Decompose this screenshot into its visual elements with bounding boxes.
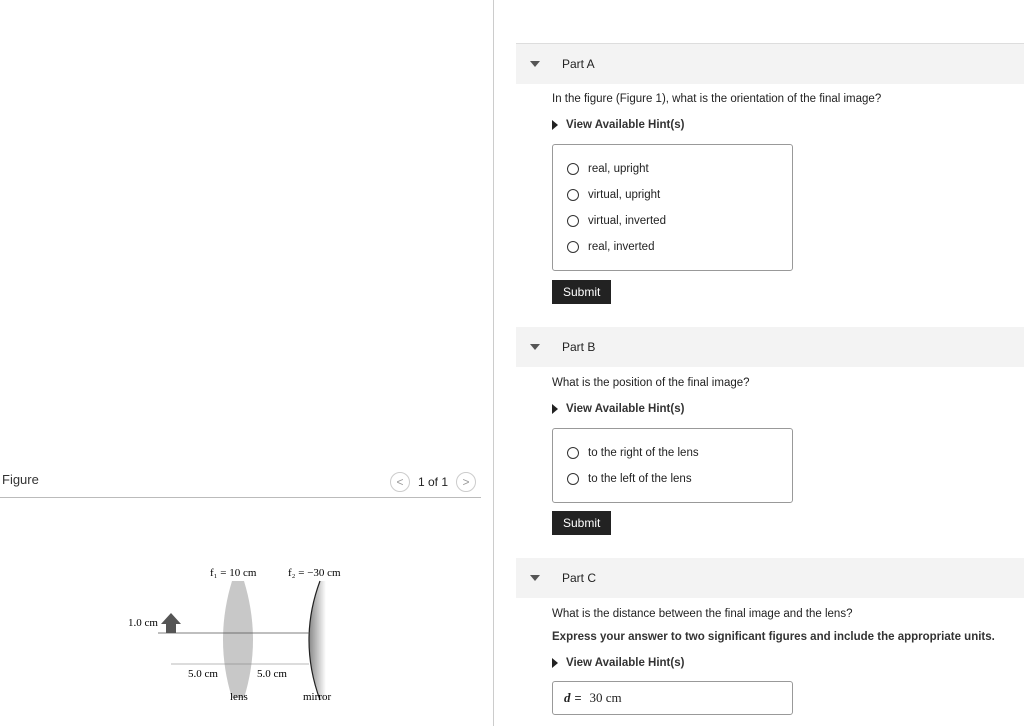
mirror-shape (309, 581, 326, 700)
panel-divider (493, 0, 494, 726)
part-a-submit-button[interactable]: Submit (552, 280, 611, 304)
option-left-of-lens[interactable] (553, 466, 792, 492)
figure-pager (390, 472, 476, 492)
expand-icon (552, 658, 558, 668)
part-b-hint-toggle[interactable] (552, 403, 684, 415)
part-c-title: Part C (562, 571, 597, 585)
prev-figure-button[interactable]: < (390, 472, 410, 492)
part-b-options (552, 428, 793, 503)
answer-value[interactable]: 30 cm (589, 690, 622, 705)
distance2-label: 5.0 cm (257, 668, 287, 680)
radio-icon[interactable] (567, 241, 579, 253)
part-c-header[interactable] (516, 558, 1024, 598)
radio-icon[interactable] (567, 163, 579, 175)
radio-icon[interactable] (567, 447, 579, 459)
collapse-icon (530, 575, 540, 581)
part-b-header[interactable] (516, 327, 1024, 367)
hint-label: View Available Hint(s) (566, 403, 685, 415)
part-a-options (552, 144, 793, 271)
part-a-header[interactable] (516, 44, 1024, 84)
part-b-title: Part B (562, 340, 596, 354)
option-label: real, upright (588, 163, 649, 175)
collapse-icon (530, 61, 540, 67)
equals-sign: = (574, 691, 582, 705)
option-right-of-lens[interactable] (553, 440, 792, 466)
part-b-submit-button[interactable]: Submit (552, 511, 611, 535)
part-c-question: What is the distance between the final image and the lens? (552, 608, 853, 620)
option-label: real, inverted (588, 241, 655, 253)
part-b-question: What is the position of the final image? (552, 377, 750, 389)
radio-icon[interactable] (567, 215, 579, 227)
option-label: virtual, upright (588, 189, 661, 201)
option-label: virtual, inverted (588, 215, 666, 227)
radio-icon[interactable] (567, 189, 579, 201)
option-real-inverted[interactable] (553, 234, 792, 260)
figure-page-count: 1 of 1 (418, 475, 449, 489)
expand-icon (552, 404, 558, 414)
radio-icon[interactable] (567, 473, 579, 485)
part-c-instruction: Express your answer to two significant figures and include the appropriate units. (552, 631, 995, 643)
part-c-hint-toggle[interactable] (552, 657, 684, 669)
figure-title: Figure (2, 472, 39, 487)
hint-label: View Available Hint(s) (566, 657, 685, 669)
distance1-label: 5.0 cm (188, 668, 218, 680)
lens-mirror-diagram (100, 550, 380, 720)
mirror-label: mirror (303, 691, 332, 703)
part-a-title: Part A (562, 57, 595, 71)
f2-label: f₂ = −30 cm (288, 567, 341, 579)
option-label: to the right of the lens (588, 447, 699, 459)
answer-variable: d (564, 690, 571, 705)
option-virtual-inverted[interactable] (553, 208, 792, 234)
expand-icon (552, 120, 558, 130)
collapse-icon (530, 344, 540, 350)
option-real-upright[interactable] (553, 156, 792, 182)
next-figure-button[interactable]: > (456, 472, 476, 492)
option-virtual-upright[interactable] (553, 182, 792, 208)
part-c-answer-field[interactable] (552, 681, 793, 715)
figure-divider (0, 497, 481, 498)
hint-label: View Available Hint(s) (566, 119, 685, 131)
lens-shape (223, 581, 253, 698)
part-a-hint-toggle[interactable] (552, 119, 684, 131)
option-label: to the left of the lens (588, 473, 692, 485)
object-height-label: 1.0 cm (128, 617, 158, 629)
lens-label: lens (230, 691, 248, 703)
object-arrow (161, 613, 181, 633)
part-a-question: In the figure (Figure 1), what is the orientation of the final image? (552, 93, 882, 105)
f1-label: f₁ = 10 cm (210, 567, 257, 579)
